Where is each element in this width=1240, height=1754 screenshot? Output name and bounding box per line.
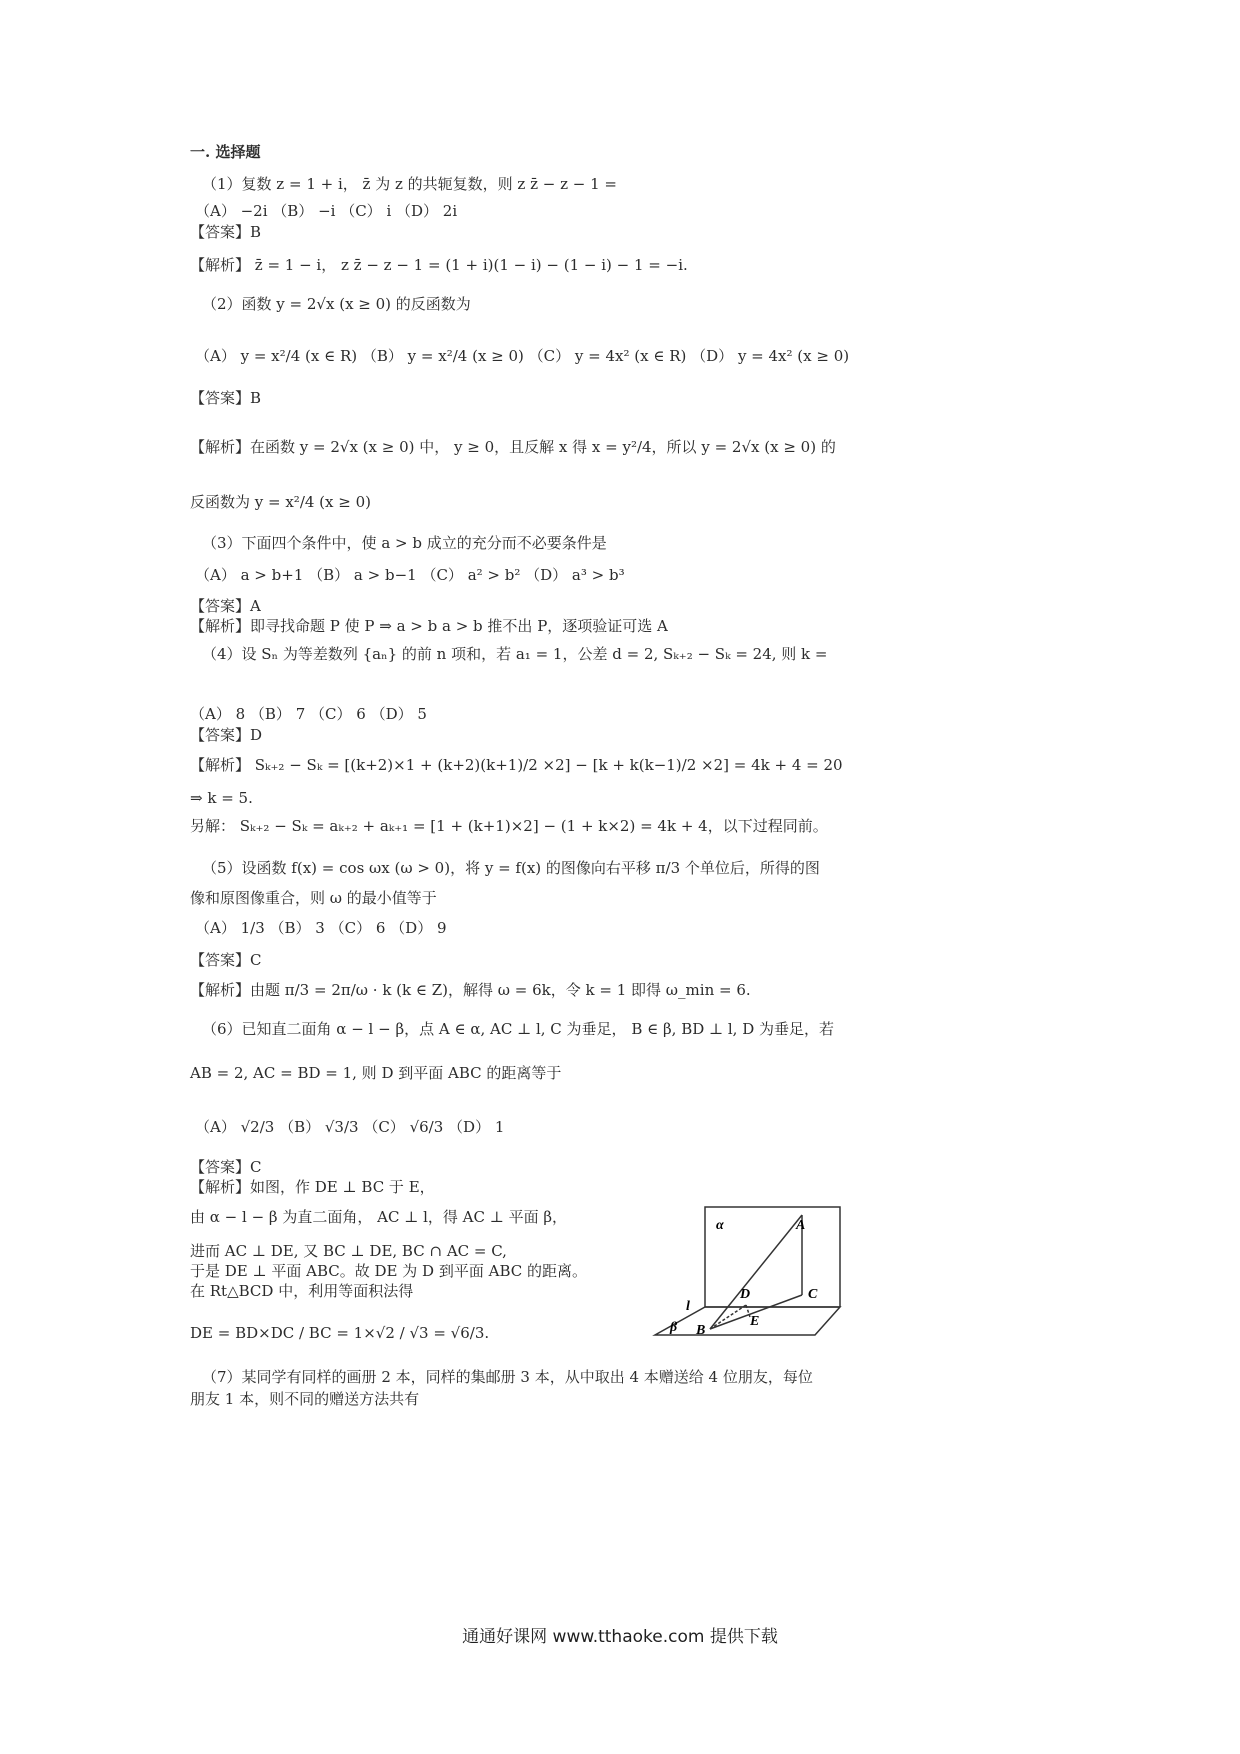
q1-analysis: 【解析】 z̄ = 1 − i， z z̄ − z − 1 = (1 + i)(1 − i) − (1 − i) − 1 = −i.: [190, 256, 688, 274]
q2-options: （A） y = x²/4 (x ∈ R) （B） y = x²/4 (x ≥ 0) （C） y = 4x² (x ∈ R) （D） y = 4x² (x ≥ 0): [195, 347, 850, 365]
q6-stem-line1: （6）已知直二面角 α − l − β，点 A ∈ α, AC ⊥ l, C 为垂足， B ∈ β, BD ⊥ l, D 为垂足，若: [202, 1020, 835, 1038]
q1-options: （A） −2i （B） −i （C） i （D） 2i: [195, 202, 458, 220]
label-d: D: [740, 1287, 751, 1302]
q2-answer: 【答案】B: [190, 389, 262, 407]
q5-answer: 【答案】C: [190, 951, 262, 969]
q6-stem-line2: AB = 2, AC = BD = 1, 则 D 到平面 ABC 的距离等于: [190, 1064, 562, 1082]
q6-options: （A） √2/3 （B） √3/3 （C） √6/3 （D） 1: [195, 1118, 505, 1136]
q5-options: （A） 1/3 （B） 3 （C） 6 （D） 9: [195, 919, 447, 937]
q3-options: （A） a > b+1 （B） a > b−1 （C） a² > b² （D） a³ > b³: [195, 566, 625, 584]
q5-stem-line1: （5）设函数 f(x) = cos ωx (ω > 0)，将 y = f(x) 的图像向右平移 π/3 个单位后，所得的图: [202, 859, 820, 877]
q2-analysis-line1: 【解析】在函数 y = 2√x (x ≥ 0) 中， y ≥ 0，且反解 x 得 x = y²/4，所以 y = 2√x (x ≥ 0) 的: [190, 438, 836, 456]
label-alpha: α: [716, 1218, 724, 1233]
q6-analysis-line6: DE = BD×DC / BC = 1×√2 / √3 = √6/3.: [190, 1324, 490, 1342]
label-beta: β: [670, 1320, 678, 1335]
q6-analysis-line4: 于是 DE ⊥ 平面 ABC。故 DE 为 D 到平面 ABC 的距离。: [190, 1262, 587, 1280]
q3-analysis: 【解析】即寻找命题 P 使 P ⇒ a > b a > b 推不出 P，逐项验证可选 A: [190, 617, 668, 635]
plane-alpha: [705, 1207, 840, 1307]
page-footer: 通通好课网 www.tthaoke.com 提供下载: [462, 1627, 778, 1647]
q6-analysis-line2: 由 α − l − β 为直二面角， AC ⊥ l，得 AC ⊥ 平面 β，: [190, 1208, 568, 1226]
label-l: l: [686, 1299, 690, 1314]
q2-stem: （2）函数 y = 2√x (x ≥ 0) 的反函数为: [202, 295, 471, 313]
q4-analysis-line2: ⇒ k = 5.: [190, 789, 253, 807]
q4-analysis-line1: 【解析】 Sₖ₊₂ − Sₖ = [(k+2)×1 + (k+2)(k+1)/2 ×2] − [k + k(k−1)/2 ×2] = 4k + 4 = 20: [190, 756, 843, 774]
dihedral-figure: [650, 1195, 860, 1355]
q6-answer: 【答案】C: [190, 1158, 262, 1176]
q2-analysis-line2: 反函数为 y = x²/4 (x ≥ 0): [190, 493, 371, 511]
q3-stem: （3）下面四个条件中，使 a > b 成立的充分而不必要条件是: [202, 534, 607, 552]
q7-stem-line1: （7）某同学有同样的画册 2 本，同样的集邮册 3 本，从中取出 4 本赠送给 4 位朋友，每位: [202, 1368, 813, 1386]
q6-analysis-line5: 在 Rt△BCD 中，利用等面积法得: [190, 1282, 414, 1300]
q1-stem: （1）复数 z = 1 + i， z̄ 为 z 的共轭复数，则 z z̄ − z − 1 =: [202, 175, 617, 193]
q6-analysis-line1: 【解析】如图，作 DE ⊥ BC 于 E，: [190, 1178, 435, 1196]
q1-answer: 【答案】B: [190, 223, 262, 241]
label-c: C: [808, 1287, 818, 1302]
section-title: 一. 选择题: [190, 143, 261, 161]
q5-stem-line2: 像和原图像重合，则 ω 的最小值等于: [190, 889, 437, 907]
q4-stem: （4）设 Sₙ 为等差数列 {aₙ} 的前 n 项和，若 a₁ = 1，公差 d = 2, Sₖ₊₂ − Sₖ = 24, 则 k =: [202, 645, 828, 663]
label-e: E: [750, 1314, 760, 1329]
q4-analysis-line3: 另解： Sₖ₊₂ − Sₖ = aₖ₊₂ + aₖ₊₁ = [1 + (k+1)×2] − (1 + k×2) = 4k + 4，以下过程同前。: [190, 817, 828, 835]
q3-answer: 【答案】A: [190, 597, 261, 615]
q4-answer: 【答案】D: [190, 726, 263, 744]
q4-options: （A） 8 （B） 7 （C） 6 （D） 5: [190, 705, 427, 723]
q5-analysis: 【解析】由题 π/3 = 2π/ω · k (k ∈ Z)，解得 ω = 6k，令 k = 1 即得 ω_min = 6.: [190, 981, 751, 999]
label-a: A: [796, 1218, 806, 1233]
label-b: B: [696, 1323, 706, 1338]
q6-analysis-line3: 进而 AC ⊥ DE, 又 BC ⊥ DE, BC ∩ AC = C,: [190, 1242, 507, 1260]
q7-stem-line2: 朋友 1 本，则不同的赠送方法共有: [190, 1390, 420, 1408]
